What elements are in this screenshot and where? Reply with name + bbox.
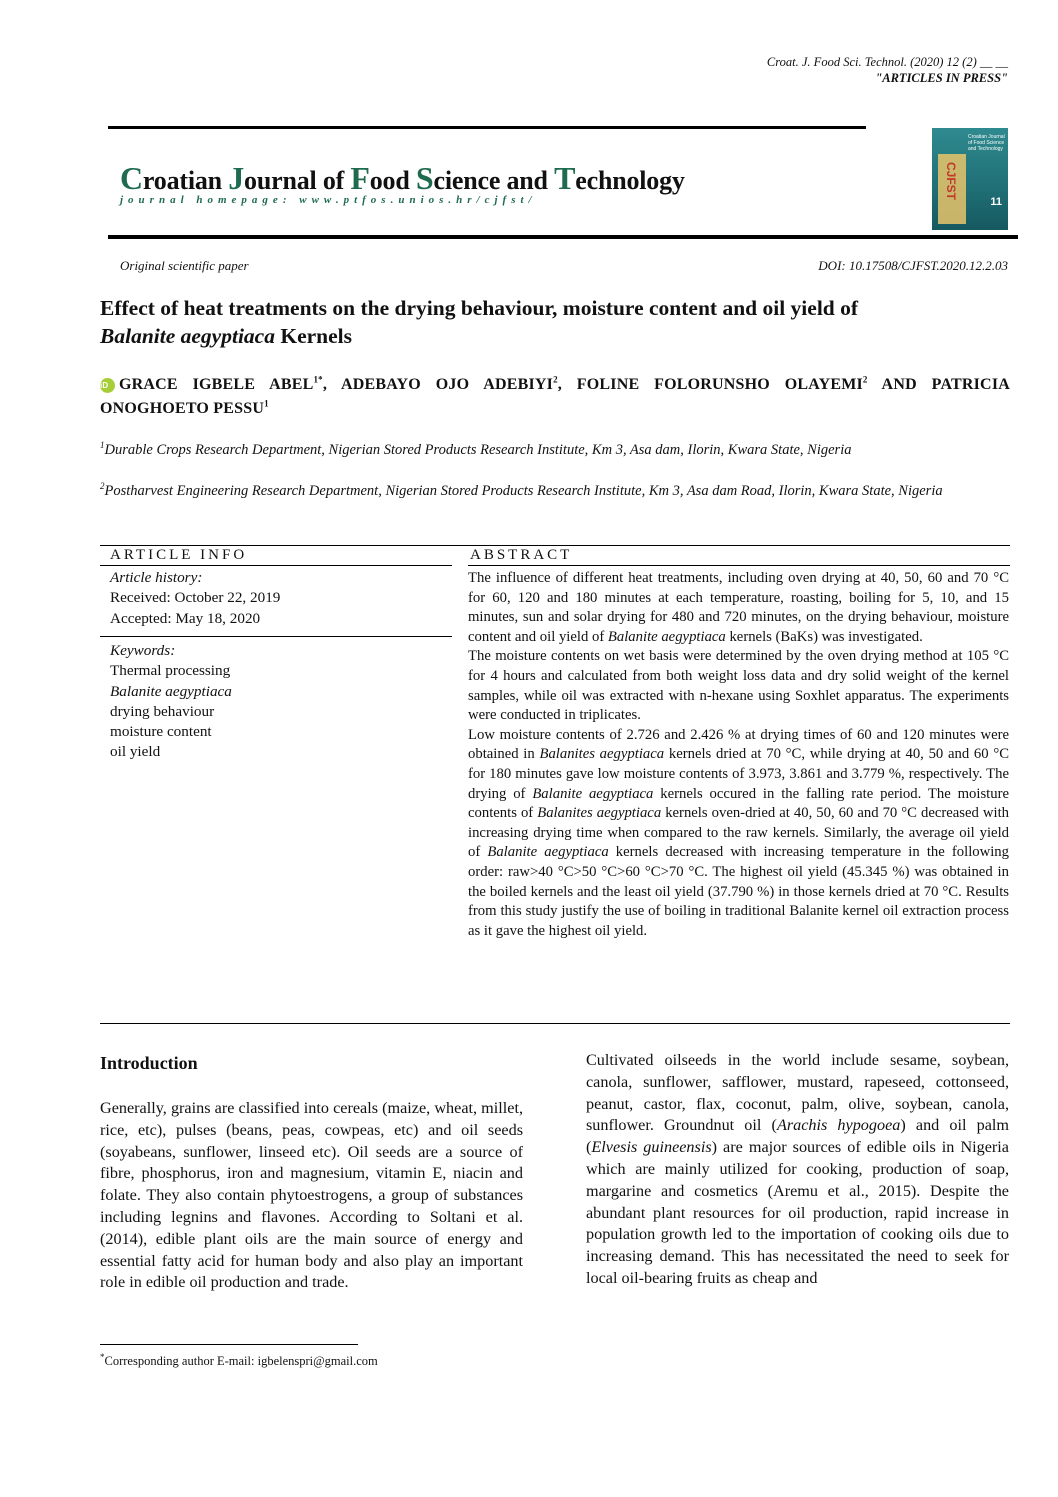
- header-bottom-rule: [108, 235, 1018, 239]
- article-info-heading: ARTICLE INFO: [110, 547, 248, 563]
- journal-title: Croatian Journal of Food Science and Technology: [120, 160, 685, 196]
- abstract-text: [468, 569, 1009, 941]
- intro-paragraph: Generally, grains are classified into cereals (maize, wheat, millet, rice, etc), pulses (beans, peas, cowpeas, etc) and oil seeds (soyabeans, sunflower, linseed etc). Oil seeds are a source of fibre, phosphorus, iron and magnesium, vitamin E, niacin and folate. They also contain phytoestrogens, a group of substances including legnins and flavones. According to Soltani et al. (2014), edible plant oils are the main source of energy and essential fatty acid for human body and also play an important role in edible oil production and trade.: [100, 1099, 523, 1292]
- keyword: Balanite aegyptiaca: [110, 682, 232, 700]
- orcid-icon[interactable]: iD: [100, 378, 115, 393]
- citation-line: Croat. J. Food Sci. Technol. (2020) 12 (2) __ __: [766, 55, 1008, 69]
- header-top-rule: [108, 126, 866, 129]
- keyword: moisture content: [110, 723, 212, 741]
- introduction-heading: Introduction: [100, 1053, 198, 1073]
- article-history: [110, 568, 450, 629]
- abstract-heading: ABSTRACT: [470, 547, 573, 563]
- keyword: drying behaviour: [110, 702, 215, 720]
- abstract-paragraph: The moisture contents on wet basis were determined by the oven drying method at 105 °C for 4 hours and calculated from both weight loss data and dry solid weight of the kernel samples, while oil was extracted with n-hexane using Soxhlet apparatus. The experiments were conducted in triplicates.: [468, 648, 1009, 724]
- author-list: iD GRACE IGBELE $ABEL^{1*}$, ADEBAYO OJO ADEBIYI$^2$, FOLINE FOLORUNSHO OLAYEMI$^2$ AND PATRICIA ONOGHOETO PESSU$^1$: [100, 374, 1010, 417]
- keywords-label: Keywords:: [110, 642, 176, 659]
- affiliation-1: $^1$Durable Crops Research Department, Nigerian Stored Products Research Institute, Km 3, Asa dam, Ilorin, Kwara State, Nigeria: [100, 440, 852, 458]
- info-box-top-rule: [100, 545, 1010, 546]
- article-title: Effect of heat treatments on the drying behaviour, moisture content and oil yield of Balanite aegyptiaca Kernels: [100, 296, 859, 348]
- footnote-rule: [100, 1344, 358, 1345]
- abstract-heading-rule: [468, 565, 1010, 566]
- info-box-bottom-rule: [100, 1023, 1010, 1024]
- cover-logo: CJFST: [944, 162, 958, 201]
- intro-paragraph: Cultivated oilseeds in the world include sesame, soybean, canola, sunflower, safflower, mustard, rapeseed, cottonseed, peanut, castor, flax, coconut, palm, olive, soybean, canola, sunflower. Groundnut oil (Arachis hypogoea) and oil palm (Elvesis guineensis) are major sources of edible oils in Nigeria which are mainly utilized for cooking, production of soap, margarine and cosmetics (Aremu et al., 2015). Despite the abundant plant resources for oil production, rapid increase in population growth led to the importation of cooking oils due to increasing demand. This has necessitated the need to seek for local oil-bearing fruits as cheap and: [586, 1051, 1010, 1287]
- abstract-paragraph: The influence of different heat treatments, including oven drying at 40, 50, 60 and 70 °C for 60, 120 and 180 minutes at each temperature, roasting, boiling for 5, 10, and 15 minutes, sun and solar drying for 480 and 720 minutes, on the drying behaviour, moisture content and oil yield of Balanite aegyptiaca kernels (BaKs) was investigated.: [468, 570, 1009, 645]
- cover-issue-number: 11: [990, 196, 1002, 208]
- keyword: oil yield: [110, 743, 161, 761]
- abstract-paragraph: Low moisture contents of 2.726 and 2.426 % at drying times of 60 and 120 minutes were obtained in Balanites aegyptiaca kernels dried at 70 °C, while drying at 40, 50 and 60 °C for 180 minutes gave low moisture contents of 3.973, 3.861 and 3.779 %, respectively. The drying of Balanite aegyptiaca kernels occured in the falling rate period. The moisture contents of Balanites aegyptiaca kernels oven-dried at 40, 50, 60 and 70 °C decreased with increasing drying time when compared to the raw kernels. Similarly, the average oil yield of Balanite aegyptiaca kernels decreased with increasing temperature in the following order: raw>40 °C>50 °C>60 °C>70 °C. The highest oil yield (45.345 %) was obtained in the boiled kernels and the least oil yield (37.790 %) in those kernels dried at 70 °C. Results from this study justify the use of boiling in traditional Balanite kernel oil extraction process as it gave the highest oil yield.: [468, 726, 1010, 939]
- keywords-block: [110, 641, 450, 763]
- accepted-date: Accepted: May 18, 2020: [110, 609, 261, 627]
- keyword: Thermal processing: [110, 662, 231, 680]
- journal-cover-image: [932, 128, 1008, 230]
- info-heading-rule: [100, 565, 452, 566]
- affiliation-2: $^2$Postharvest Engineering Research Department, Nigerian Stored Products Research Institute, Km 3, Asa dam Road, Ilorin, Kwara State, Nigeria: [100, 481, 943, 499]
- cover-title: Croatian Journal of Food Science and Technology: [968, 134, 1005, 152]
- corresponding-author-footnote: *Corresponding author E-mail: igbelenspri@gmail.com: [100, 1351, 378, 1368]
- articles-in-press: "ARTICLES IN PRESS": [875, 71, 1008, 85]
- intro-left-column: [100, 1098, 523, 1294]
- journal-homepage: journal homepage: www.ptfos.unios.hr/cjfst/: [120, 194, 537, 206]
- doi: DOI: 10.17508/CJFST.2020.12.2.03: [818, 258, 1008, 273]
- history-label: Article history:: [110, 569, 203, 586]
- received-date: Received: October 22, 2019: [110, 589, 281, 607]
- history-keywords-rule: [100, 636, 452, 637]
- paper-type: Original scientific paper: [120, 258, 249, 273]
- intro-right-column: [586, 1050, 1009, 1290]
